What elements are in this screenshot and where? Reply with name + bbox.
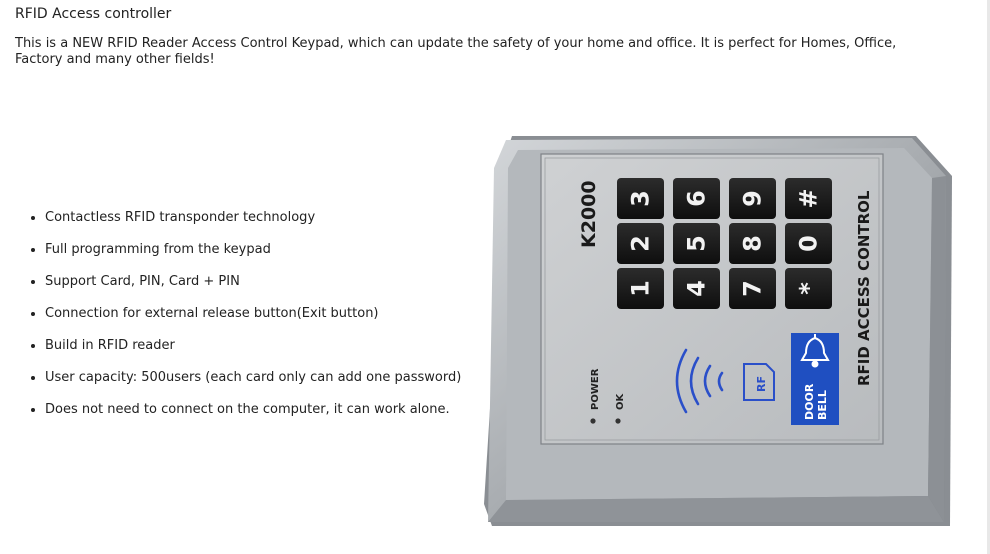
ok-label: OK bbox=[615, 393, 626, 410]
keypad-key[interactable] bbox=[617, 223, 664, 264]
product-description: This is a NEW RFID Reader Access Control Keypad, which can update the safety of your home and office. It is perfect for Homes, Office, Factory and many other fields! bbox=[15, 36, 897, 67]
keypad-key[interactable] bbox=[729, 268, 776, 309]
list-item: • Contactless RFID transponder technology bbox=[45, 210, 500, 226]
keypad-key[interactable] bbox=[617, 268, 664, 309]
bell-label-line2: BELL bbox=[816, 390, 829, 420]
keypad-key-label: 5 bbox=[682, 235, 711, 252]
keypad-key[interactable] bbox=[729, 178, 776, 219]
list-item: • Does not need to connect on the computer, it can work alone. bbox=[45, 402, 500, 418]
keypad-key-label: 8 bbox=[738, 235, 767, 252]
door-bell-button[interactable] bbox=[791, 333, 839, 425]
keypad-key-label: 2 bbox=[626, 235, 655, 252]
keypad-key-label: # bbox=[794, 188, 823, 209]
rf-label: RF bbox=[755, 376, 768, 392]
page-title: RFID Access controller bbox=[15, 6, 172, 22]
keypad-key-label: 4 bbox=[682, 280, 711, 297]
feature-list bbox=[15, 210, 500, 434]
model-label: K2000 bbox=[578, 180, 600, 248]
brand-label: RFID ACCESS CONTROL bbox=[855, 190, 873, 386]
keypad-key[interactable] bbox=[673, 223, 720, 264]
list-item: • Build in RFID reader bbox=[45, 338, 500, 354]
keypad-key-label: 6 bbox=[682, 190, 711, 207]
keypad-key[interactable] bbox=[617, 178, 664, 219]
product-image bbox=[484, 128, 954, 538]
keypad-key-label: 0 bbox=[794, 235, 823, 252]
bell-label-line1: DOOR bbox=[803, 383, 816, 420]
keypad-key-label: 7 bbox=[738, 280, 767, 297]
list-item: • Support Card, PIN, Card + PIN bbox=[45, 274, 500, 290]
keypad-key[interactable] bbox=[673, 178, 720, 219]
keypad-key-label: 3 bbox=[626, 190, 655, 207]
list-item: • Connection for external release button(Exit button) bbox=[45, 306, 500, 322]
list-item: • Full programming from the keypad bbox=[45, 242, 500, 258]
keypad-key[interactable] bbox=[729, 223, 776, 264]
power-label: POWER bbox=[590, 368, 601, 410]
keypad-key[interactable] bbox=[673, 268, 720, 309]
keypad-key-label: * bbox=[794, 282, 823, 295]
list-item: • User capacity: 500users (each card only can add one password) bbox=[45, 370, 500, 386]
keypad-key-label: 9 bbox=[738, 190, 767, 207]
keypad-key[interactable] bbox=[785, 268, 832, 309]
keypad-key[interactable] bbox=[785, 223, 832, 264]
keypad-key[interactable] bbox=[785, 178, 832, 219]
keypad-key-label: 1 bbox=[626, 280, 655, 297]
